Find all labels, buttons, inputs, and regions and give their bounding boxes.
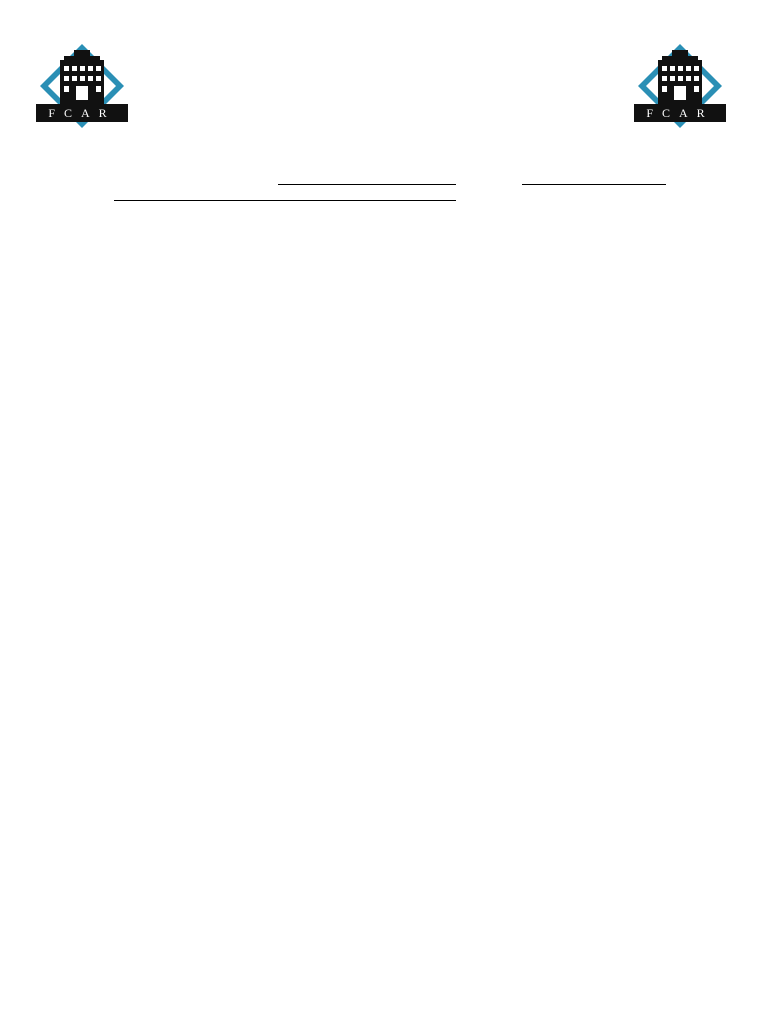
city-row (86, 186, 686, 202)
fcar-logo-text: FCAR (646, 106, 714, 120)
address-field[interactable] (522, 170, 666, 185)
contract-date-field[interactable] (278, 170, 456, 185)
contract-row (86, 170, 686, 186)
fcar-logo-icon (36, 42, 128, 128)
fcar-logo-right (634, 42, 726, 128)
fcar-logo-left (36, 42, 128, 128)
city-field[interactable] (114, 186, 456, 201)
fcar-logo-icon (634, 42, 726, 128)
fcar-logo-text: FCAR (48, 106, 116, 120)
